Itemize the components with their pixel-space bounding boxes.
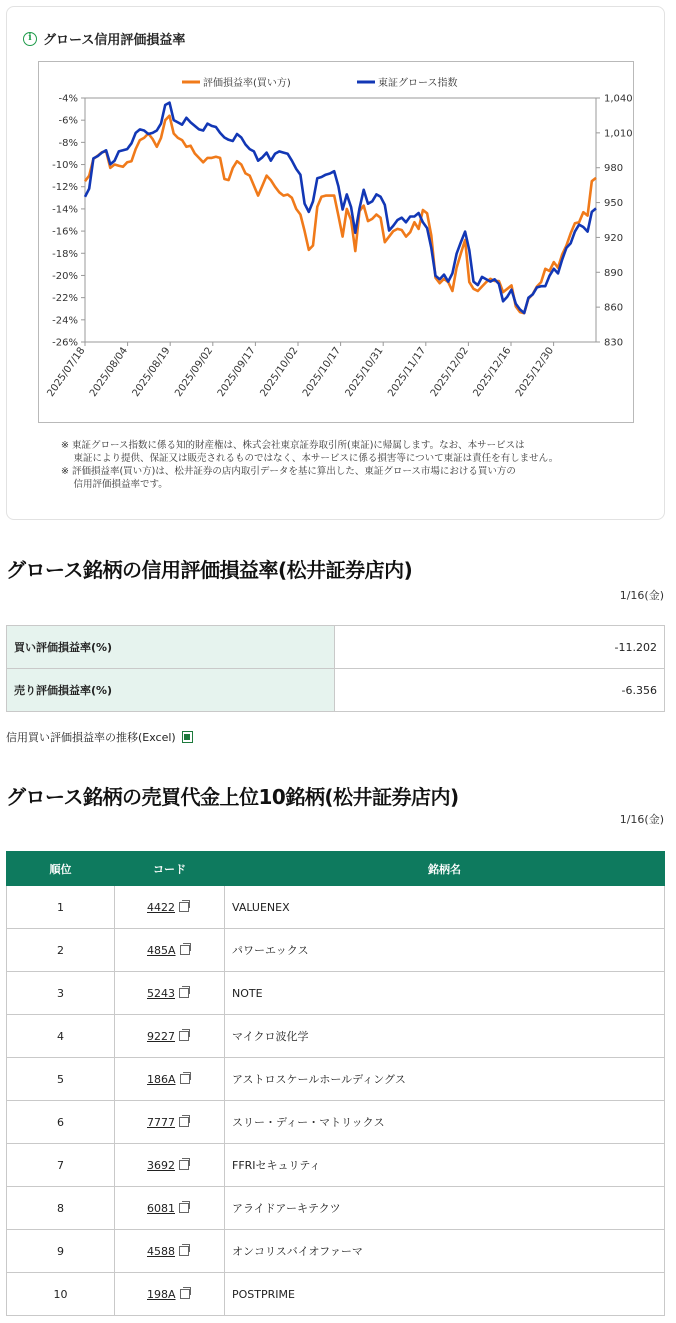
y-tick-label-left: -12% (52, 182, 78, 194)
summary-value: -11.202 (335, 626, 665, 669)
table-row (7, 1273, 665, 1316)
excel-download-link[interactable] (6, 729, 193, 745)
x-tick-label: 2025/12/30 (513, 345, 557, 399)
stock-name-cell: NOTE (225, 972, 665, 1015)
card-title-text: グロース信用評価損益率 (43, 33, 186, 48)
y-tick-label-right: 920 (604, 232, 624, 244)
code-cell (115, 1144, 225, 1187)
rank-cell: 1 (7, 886, 115, 929)
stock-name-cell: パワーエックス (225, 929, 665, 972)
stock-name-cell: スリー・ディー・マトリックス (225, 1101, 665, 1144)
x-tick-label: 2025/09/17 (215, 345, 258, 399)
chart-card (6, 6, 665, 520)
y-tick-label-left: -14% (52, 204, 78, 216)
stock-name-cell: VALUENEX (225, 886, 665, 929)
ranking-date: 1/16(金) (619, 813, 664, 826)
copy-icon[interactable] (179, 988, 189, 998)
y-tick-label-right: 950 (604, 198, 624, 210)
x-tick-label: 2025/10/31 (343, 345, 386, 399)
summary-table (6, 625, 665, 712)
x-tick-label: 2025/08/04 (87, 345, 131, 399)
x-tick-label: 2025/07/18 (45, 345, 88, 399)
y-tick-label-left: -10% (52, 160, 78, 172)
stock-code-link[interactable]: 7777 (147, 1115, 175, 1129)
stock-code-link[interactable]: 485A (147, 943, 176, 957)
y-tick-label-left: -16% (52, 226, 78, 238)
summary-label: 買い評価損益率(%) (7, 626, 335, 669)
rank-cell: 6 (7, 1101, 115, 1144)
table-header-row (7, 852, 665, 886)
note-line: ※ 評価損益率(買い方)は、松井証券の店内取引データを基に算出した、東証グロース市場における買い方の (61, 466, 516, 477)
y-tick-label-left: -24% (52, 315, 78, 327)
y-tick-label-left: -20% (52, 270, 78, 282)
code-cell (115, 1058, 225, 1101)
x-tick-label: 2025/09/02 (173, 345, 216, 399)
rank-cell: 7 (7, 1144, 115, 1187)
y-tick-label-right: 980 (604, 163, 624, 175)
y-tick-label-left: -18% (52, 248, 78, 260)
copy-icon[interactable] (179, 1203, 189, 1213)
rank-cell: 2 (7, 929, 115, 972)
table-row (7, 626, 665, 669)
line-chart (39, 62, 635, 424)
stock-code-link[interactable]: 9227 (147, 1029, 175, 1043)
table-row (7, 1144, 665, 1187)
copy-icon[interactable] (180, 945, 190, 955)
rank-cell: 8 (7, 1187, 115, 1230)
copy-icon[interactable] (179, 1031, 189, 1041)
copy-icon[interactable] (180, 1074, 190, 1084)
summary-value: -6.356 (335, 669, 665, 712)
table-row (7, 929, 665, 972)
y-tick-label-right: 860 (604, 302, 624, 314)
y-tick-label-right: 830 (604, 337, 624, 349)
stock-name-cell: アストロスケールホールディングス (225, 1058, 665, 1101)
stock-name-cell: オンコリスバイオファーマ (225, 1230, 665, 1273)
x-tick-label: 2025/10/02 (258, 345, 301, 399)
summary-heading: グロース銘柄の信用評価損益率(松井証券店内) (6, 558, 413, 582)
excel-link-label: 信用買い評価損益率の推移(Excel) (6, 731, 176, 744)
rank-cell: 4 (7, 1015, 115, 1058)
column-header-code: コード (115, 852, 225, 886)
x-tick-label: 2025/12/02 (428, 345, 471, 399)
x-tick-label: 2025/11/17 (386, 345, 429, 399)
column-header-name: 銘柄名 (225, 852, 665, 886)
excel-icon (182, 731, 193, 743)
card-title (23, 29, 185, 48)
table-row (7, 1015, 665, 1058)
stock-code-link[interactable]: 4588 (147, 1244, 175, 1258)
copy-icon[interactable] (179, 1160, 189, 1170)
code-cell (115, 1230, 225, 1273)
y-tick-label-right: 890 (604, 267, 624, 279)
stock-code-link[interactable]: 5243 (147, 986, 175, 1000)
table-row (7, 1058, 665, 1101)
y-tick-label-left: -6% (58, 115, 78, 127)
note-line: ※ 東証グロース指数に係る知的財産権は、株式会社東京証券取引所(東証)に帰属します。なお、本サービスは (61, 440, 525, 451)
rank-cell: 3 (7, 972, 115, 1015)
summary-date: 1/16(金) (619, 589, 664, 602)
stock-code-link[interactable]: 186A (147, 1072, 176, 1086)
stock-name-cell: アライドアーキテクツ (225, 1187, 665, 1230)
ranking-table (6, 851, 665, 1316)
copy-icon[interactable] (180, 1289, 190, 1299)
stock-name-cell: FFRIセキュリティ (225, 1144, 665, 1187)
x-tick-label: 2025/10/17 (300, 345, 344, 399)
legend-entry-buy-ratio: 評価損益率(買い方) (203, 78, 291, 89)
legend-entry-growth-index: 東証グロース指数 (378, 78, 458, 89)
table-row (7, 1230, 665, 1273)
table-row (7, 886, 665, 929)
code-cell (115, 1187, 225, 1230)
rank-cell: 10 (7, 1273, 115, 1316)
stock-name-cell: POSTPRIME (225, 1273, 665, 1316)
note-line: 信用評価損益率です。 (61, 479, 168, 490)
summary-label: 売り評価損益率(%) (7, 669, 335, 712)
code-cell (115, 886, 225, 929)
code-cell (115, 1101, 225, 1144)
table-row (7, 1101, 665, 1144)
copy-icon[interactable] (179, 902, 189, 912)
column-header-rank: 順位 (7, 852, 115, 886)
table-row (7, 972, 665, 1015)
table-row (7, 1187, 665, 1230)
x-tick-label: 2025/08/19 (130, 345, 173, 399)
copy-icon[interactable] (179, 1246, 189, 1256)
note-line: 東証により提供、保証又は販売されるものではなく、本サービスに係る損害等について東証は責任を有しません。 (61, 453, 559, 464)
rank-cell: 9 (7, 1230, 115, 1273)
info-icon[interactable]: i (23, 32, 37, 46)
x-tick-label: 2025/12/16 (471, 345, 514, 399)
table-row (7, 669, 665, 712)
ranking-heading: グロース銘柄の売買代金上位10銘柄(松井証券店内) (6, 785, 459, 809)
y-tick-label-left: -4% (58, 93, 78, 105)
stock-name-cell: マイクロ波化学 (225, 1015, 665, 1058)
chart-notes (61, 439, 621, 491)
stock-code-link[interactable]: 4422 (147, 900, 175, 914)
stock-code-link[interactable]: 3692 (147, 1158, 175, 1172)
rank-cell: 5 (7, 1058, 115, 1101)
y-tick-label-left: -22% (52, 293, 78, 305)
code-cell (115, 1015, 225, 1058)
stock-code-link[interactable]: 198A (147, 1287, 176, 1301)
code-cell (115, 929, 225, 972)
chart-frame (38, 61, 634, 423)
stock-code-link[interactable]: 6081 (147, 1201, 175, 1215)
y-tick-label-left: -8% (58, 137, 78, 149)
code-cell (115, 1273, 225, 1316)
y-tick-label-right: 1,010 (604, 128, 633, 140)
y-tick-label-right: 1,040 (604, 93, 633, 105)
copy-icon[interactable] (179, 1117, 189, 1127)
code-cell (115, 972, 225, 1015)
y-tick-label-left: -26% (52, 337, 78, 349)
